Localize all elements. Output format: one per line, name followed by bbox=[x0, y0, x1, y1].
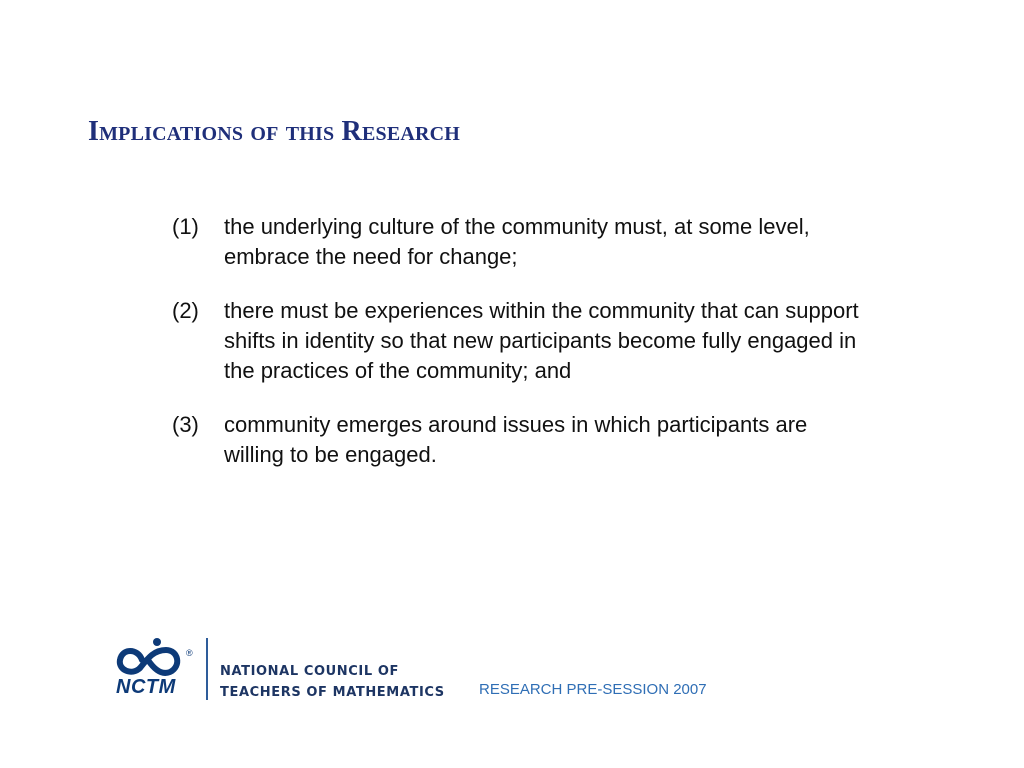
list-item bbox=[172, 410, 872, 470]
logo-name-line1: NATIONAL COUNCIL OF bbox=[220, 664, 399, 679]
logo-organization-name bbox=[220, 661, 445, 703]
item-number: (1) bbox=[172, 214, 199, 239]
item-number: (3) bbox=[172, 412, 199, 437]
nctm-logo bbox=[112, 636, 452, 706]
item-number: (2) bbox=[172, 298, 199, 323]
list-item bbox=[172, 212, 872, 272]
registered-mark: ® bbox=[186, 648, 193, 658]
item-text: community emerges around issues in which participants are willing to be engaged. bbox=[224, 412, 808, 467]
logo-divider bbox=[206, 638, 208, 700]
implications-list bbox=[172, 212, 872, 494]
slide-title: Implications of this Research bbox=[88, 116, 461, 147]
session-label: RESEARCH PRE-SESSION 2007 bbox=[479, 681, 707, 698]
list-item bbox=[172, 296, 872, 386]
logo-name-line2: TEACHERS OF MATHEMATICS bbox=[220, 685, 445, 700]
logo-acronym: NCTM bbox=[116, 676, 176, 698]
item-text: there must be experiences within the community that can support shifts in identity so that new participants become fully engaged in the practices of the community; and bbox=[224, 298, 859, 383]
item-text: the underlying culture of the community must, at some level, embrace the need for change; bbox=[224, 214, 810, 269]
